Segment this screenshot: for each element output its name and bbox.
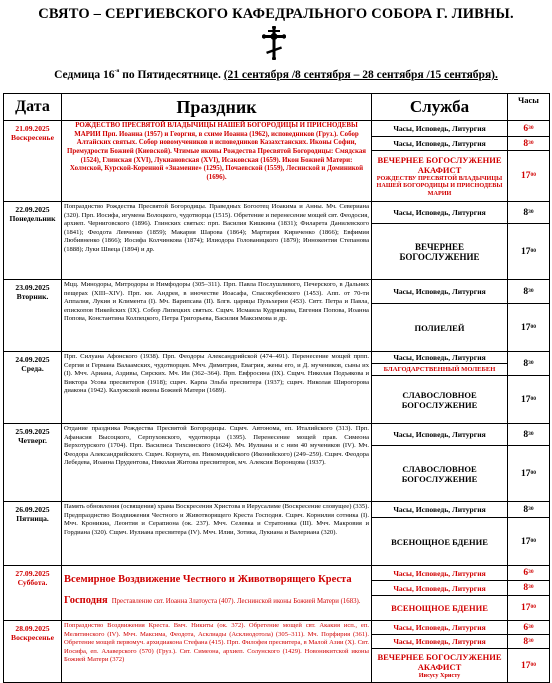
orthodox-cross-icon — [262, 26, 286, 60]
service-cell: Часы, Исповедь, Литургия Часы, Исповедь, Литургия ВЕЧЕРНЕЕ БОГОСЛУЖЕНИЕ АКАФИСТ Иисусу Христу — [372, 621, 508, 683]
table-row — [4, 502, 550, 566]
time-cell: 6 $^{30}$ 8 $^{30}$ 17 $^{00}$ — [508, 566, 550, 621]
table-row — [4, 352, 550, 424]
time-cell: 8 $^{30}$ 17 $^{00}$ — [508, 424, 550, 502]
time-cell: 8 $^{30}$ 17 $^{00}$ — [508, 352, 550, 424]
date-range: (21 сентября /8 сентября – 28 сентября /15 сентября). — [223, 69, 498, 81]
feast-cell — [62, 566, 372, 621]
feast-cell: Попразднство Рождества Пресвятой Богородицы. Праведных Богоотец Иоакима и Анны. Мч. Севериана (320). Прп. Иосифа, игумена Волоцкого, чудотворца (1515). Обретение и перенесение мощей свт. Феодосия, архиеп. Черниговского (1896). Глинских святых: прп. Василия Кишкина (1831); Филарета Данилевского (1841); Феодота Левченко (1859); Макария Шарова (1864); Мартирия Кириченко (1866); Евфимия Любивненко (1866); Иосифа Колчинкова (1874); Илиодора Голованицкого (1879); Иннокентия Степанова (1888); Луки Швеца (1894) и др. — [62, 202, 372, 280]
table-row — [4, 202, 550, 280]
table-row — [4, 424, 550, 502]
feast-cell: Отдание праздника Рождества Пресвятой Богородицы. Сщмч. Автонома, еп. Италийского (313). Прп. Афанасия Высоцкого, Серпуховского, чудотворца (1395). Перенесение мощей прав. Симеона Верхотурского (1704). Прп. Василиса Тихсинского (1624). Мч. Иулиана и с ним 40 мучеников (IV). Мч. Феодора Александрийского. Сщмч. Корнута, еп. Никомидийского (Иконийского) (249–259). Сщмч. Феодора Лебедева, Иоанна Прудентова, Николая Житова пресвитеров, мч. Алексия Воронцова (1937). — [62, 424, 372, 502]
date-cell: 23.09.2025 Вторник. — [4, 280, 62, 352]
service-cell: Часы, Исповедь, Литургия ВЕЧЕРНЕЕ БОГОСЛУЖЕНИЕ — [372, 202, 508, 280]
date-cell: 22.09.2025 Понедельник — [4, 202, 62, 280]
service-cell: Часы, Исповедь, Литургия ВСЕНОЩНОЕ БДЕНИЕ — [372, 502, 508, 566]
time-cell: 8 $^{30}$ 17 $^{00}$ — [508, 502, 550, 566]
column-header-feast: Праздник — [62, 94, 372, 121]
date-cell: 28.09.2025 Воскресенье — [4, 621, 62, 683]
service-cell: Часы, Исповедь, Литургия Часы, Исповедь, Литургия ВЕЧЕРНЕЕ БОГОСЛУЖЕНИЕ АКАФИСТ РОЖДЕСТВУ ПРЕСВЯТОЙ ВЛАДЫЧИЦЫ НАШЕЙ БОГОРОДИЦЫ И ПРИСНОДЕВЫ МАРИИ — [372, 121, 508, 202]
time-cell: 8 $^{30}$ 17 $^{00}$ — [508, 280, 550, 352]
feast-cell: Мцц. Минодоры, Митродоры и Нимфодоры (305–311). Прп. Павла Послушливого, Печерского, в Дальних пещерах (XIII–XIV). Прп. кн. Андрея, в иночестве Иоасафа, Спасокубенского (1453). Апп. от 70-ти Аппалия, Лукия и Климента (I). Мч. Варипсава (II). Блгв. царицы Пульхерии (453). Свтт. Петра и Павла, епископов Никейских (IX). Собор Липецких святых. Сщмч. Исмаила Кудрявцева, Евгения Попова, Иоанна Попова, Константина Колпецкого, Петра Григорьева, Василия Максимова и др. — [62, 280, 372, 352]
feast-cell: Прп. Силуана Афонского (1938). Прп. Феодоры Александрийской (474–491). Перенесение мощей прпп. Сергия и Германа Валаамских, чудотворцев. Мчч. Димитрия, Евагрия, жены его, и Д. мучеников, сыны их (I). Мчч. Ариана, Аздивы, Сирских. Мч. Ии (362–364). Прп. Евфросина (IX). Сщмч. Николая Подъякова и Виктора Усова пресвитеров (1918); сщмч. Карпа Эльба пресвитера (1937); сщмч. Николая Широгорова диакона (1942). Калужской иконы Божией Матери (1689). — [62, 352, 372, 424]
table-row — [4, 621, 550, 683]
date-cell: 25.09.2025 Четверг. — [4, 424, 62, 502]
time-cell: 6 $^{30}$ 8 $^{30}$ 17 $^{00}$ — [508, 621, 550, 683]
feast-cell: РОЖДЕСТВО ПРЕСВЯТОЙ ВЛАДЫЧИЦЫ НАШЕЙ БОГОРОДИЦЫ И ПРИСНОДЕВЫ МАРИИ Прп. Иоанна (1957) и Георгия, в схиме Иоанна (1962), исповедников (Груз.). Собор Алтайских святых. Собор новомучеников и исповедников Казахстанских. Иконы Софии, Премудрости Божией (Киевской). Чтимые иконы Рождества Пресвятой Богородицы: Смядская (1524), Глинская (XVI), Лукиановская (XVI), Исаковская (1659). Икон Божией Матери: Холмской, Курской-Коренной «Знамение» (1295), Почаевской (1559), Лесинской и Доминикой (1696). — [62, 121, 372, 202]
table-row — [4, 280, 550, 352]
feast-title: Всемирное Воздвижение Честного и Животворящего Креста Господня — [64, 574, 352, 606]
week-subtitle: Седмица $16^{-я}$ по Пятидесятнице. (21 сентября /8 сентября – 28 сентября /15 сентября). — [54, 68, 498, 81]
service-cell: Часы, Исповедь, Литургия ПОЛИЕЛЕЙ — [372, 280, 508, 352]
time-cell: 6 $^{30}$ 8 $^{30}$ 17 $^{00}$ — [508, 121, 550, 202]
schedule-table — [3, 93, 550, 683]
date-cell: 21.09.2025 Воскресенье — [4, 121, 62, 202]
service-cell: Часы, Исповедь, Литургия СЛАВОСЛОВНОЕ БОГОСЛУЖЕНИЕ — [372, 424, 508, 502]
date-cell: 26.09.2025 Пятница. — [4, 502, 62, 566]
table-row — [4, 566, 550, 621]
page-title: СВЯТО – СЕРГИЕВСКОГО КАФЕДРАЛЬНОГО СОБОРА Г. ЛИВНЫ. — [38, 6, 514, 22]
column-header-date: Дата — [4, 94, 62, 121]
service-cell: Часы, Исповедь, Литургия Часы, Исповедь, Литургия ВСЕНОЩНОЕ БДЕНИЕ — [372, 566, 508, 621]
column-header-service: Служба — [372, 94, 508, 121]
date-cell: 27.09.2025 Суббота. — [4, 566, 62, 621]
column-header-time: Часы — [508, 94, 550, 121]
date-cell: 24.09.2025 Среда. — [4, 352, 62, 424]
service-cell: Часы, Исповедь, Литургия БЛАГОДАРСТВЕННЫЙ МОЛЕБЕН СЛАВОСЛОВНОЕ БОГОСЛУЖЕНИЕ — [372, 352, 508, 424]
time-cell: 8 $^{30}$ 17 $^{00}$ — [508, 202, 550, 280]
feast-cell: Попразднство Воздвижения Креста. Вмч. Никиты (ок. 372). Обретение мощей свт. Акакия исп., еп. Мелитинского (IV). Мчч. Максима, Феодота, Асклиады (Асклиодотола) (305–311). Мч. Порфирия (361). Обретение мощей первомуч. архидиакона Стефана (415). Прп. Филофея пресвитера, в Малой Азии (X). Свт. Иосифа, еп. Алаверского (570) (Груз.). Свт. Симеона, архиеп. Солунского (1429). Новоникитской иконы Божией Матери (372) — [62, 621, 372, 683]
table-row — [4, 121, 550, 202]
feast-cell: Память обновления (освящения) храма Воскресения Христова в Иерусалиме (Воскресение словущее) (335). Предпразднство Воздвижения Честного и Животворящего Креста Господня. Сщмч. Корнилия сотника (I). Мчч. Кроникиа, Леонтия и Серапиона (ок. 237). Мчч. Селевка и Стратоника (III). Мчч. Макровия и Гордиана (320). Сщмч. Иулиана пресвитера (IV). Мчч. Илии, Зотика, Лукиана и Валериана (320). — [62, 502, 372, 566]
feast-text: Преставление свт. Иоанна Златоуста (407). Леснинской иконы Божией Матери (1683). — [111, 597, 361, 605]
